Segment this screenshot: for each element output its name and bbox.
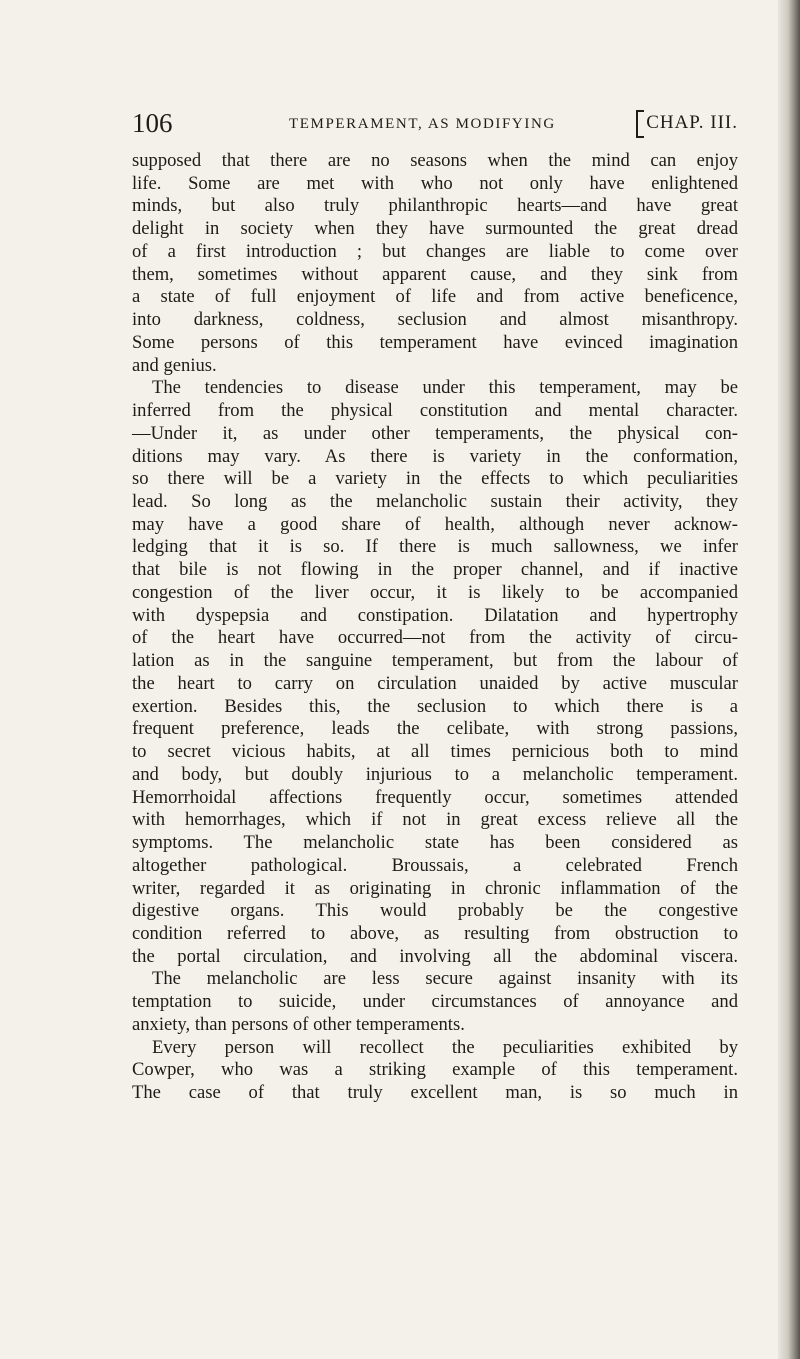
text-line: lead. So long as the melancholic sustain their activity, they (132, 491, 738, 513)
text-line: symptoms. The melancholic state has been considered as (132, 832, 738, 854)
text-line: ditions may vary. As there is variety in the conformation, (132, 445, 738, 467)
text-line: The tendencies to disease under this temperament, may be (152, 377, 738, 399)
text-line: temptation to suicide, under circumstances of annoyance and (132, 991, 738, 1013)
text-line: them, sometimes without apparent cause, and they sink from (132, 263, 738, 285)
text-line: a state of full enjoyment of life and from active beneficence, (132, 286, 738, 308)
text-line: The melancholic are less secure against insanity with its (152, 968, 738, 990)
text-line: exertion. Besides this, the seclusion to which there is a (132, 695, 738, 717)
text-line: so there will be a variety in the effects to which peculiarities (132, 468, 738, 490)
text-line: condition referred to above, as resulting from obstruction to (132, 922, 738, 944)
text-line: the portal circulation, and involving all the abdominal viscera. (132, 945, 738, 967)
text-line: the heart to carry on circulation unaided by active muscular (132, 672, 738, 694)
text-line: —Under it, as under other temperaments, the physical con- (132, 422, 738, 444)
text-line: and genius. (132, 354, 217, 376)
text-line: altogether pathological. Broussais, a celebrated French (132, 854, 738, 876)
text-line: with hemorrhages, which if not in great excess relieve all the (132, 809, 738, 831)
text-line: supposed that there are no seasons when the mind can enjoy (132, 150, 738, 171)
text-line: may have a good share of health, although never acknow- (132, 513, 738, 535)
text-line: Cowper, who was a striking example of this temperament. (132, 1059, 738, 1081)
chapter-label: CHAP. III. (636, 106, 738, 140)
page-number: 106 (132, 108, 173, 138)
text-line: writer, regarded it as originating in chronic inflammation of the (132, 877, 738, 899)
running-title: TEMPERAMENT, AS MODIFYING (289, 116, 556, 132)
text-line: Every person will recollect the peculiarities exhibited by (152, 1036, 738, 1058)
text-line: congestion of the liver occur, it is likely to be accompanied (132, 581, 738, 603)
text-line: with dyspepsia and constipation. Dilatation and hypertrophy (132, 604, 738, 626)
body-text (132, 150, 738, 1105)
text-line: The case of that truly excellent man, is so much in (132, 1082, 738, 1104)
text-line: ledging that it is so. If there is much sallowness, we infer (132, 536, 738, 558)
running-head (132, 106, 738, 140)
text-line: of a first introduction ; but changes are liable to come over (132, 240, 738, 262)
text-line: inferred from the physical constitution and mental character. (132, 400, 738, 422)
text-line: of the heart have occurred—not from the activity of circu- (132, 627, 738, 649)
text-line: frequent preference, leads the celibate, with strong passions, (132, 718, 738, 740)
text-line: minds, but also truly philanthropic hearts—and have great (132, 195, 738, 217)
text-line: life. Some are met with who not only have enlightened (132, 172, 738, 194)
page-edge-shadow (778, 0, 800, 1359)
text-line: Some persons of this temperament have evinced imagination (132, 331, 738, 353)
text-line: and body, but doubly injurious to a melancholic temperament. (132, 763, 738, 785)
text-line: to secret vicious habits, at all times pernicious both to mind (132, 741, 738, 763)
text-line: lation as in the sanguine temperament, but from the labour of (132, 650, 738, 672)
text-line: anxiety, than persons of other temperaments. (132, 1013, 465, 1035)
text-line: Hemorrhoidal affections frequently occur, sometimes attended (132, 786, 738, 808)
text-line: delight in society when they have surmounted the great dread (132, 218, 738, 240)
text-line: that bile is not flowing in the proper channel, and if inactive (132, 559, 738, 581)
text-line: into darkness, coldness, seclusion and almost misanthropy. (132, 309, 738, 331)
text-line: digestive organs. This would probably be the congestive (132, 900, 738, 922)
